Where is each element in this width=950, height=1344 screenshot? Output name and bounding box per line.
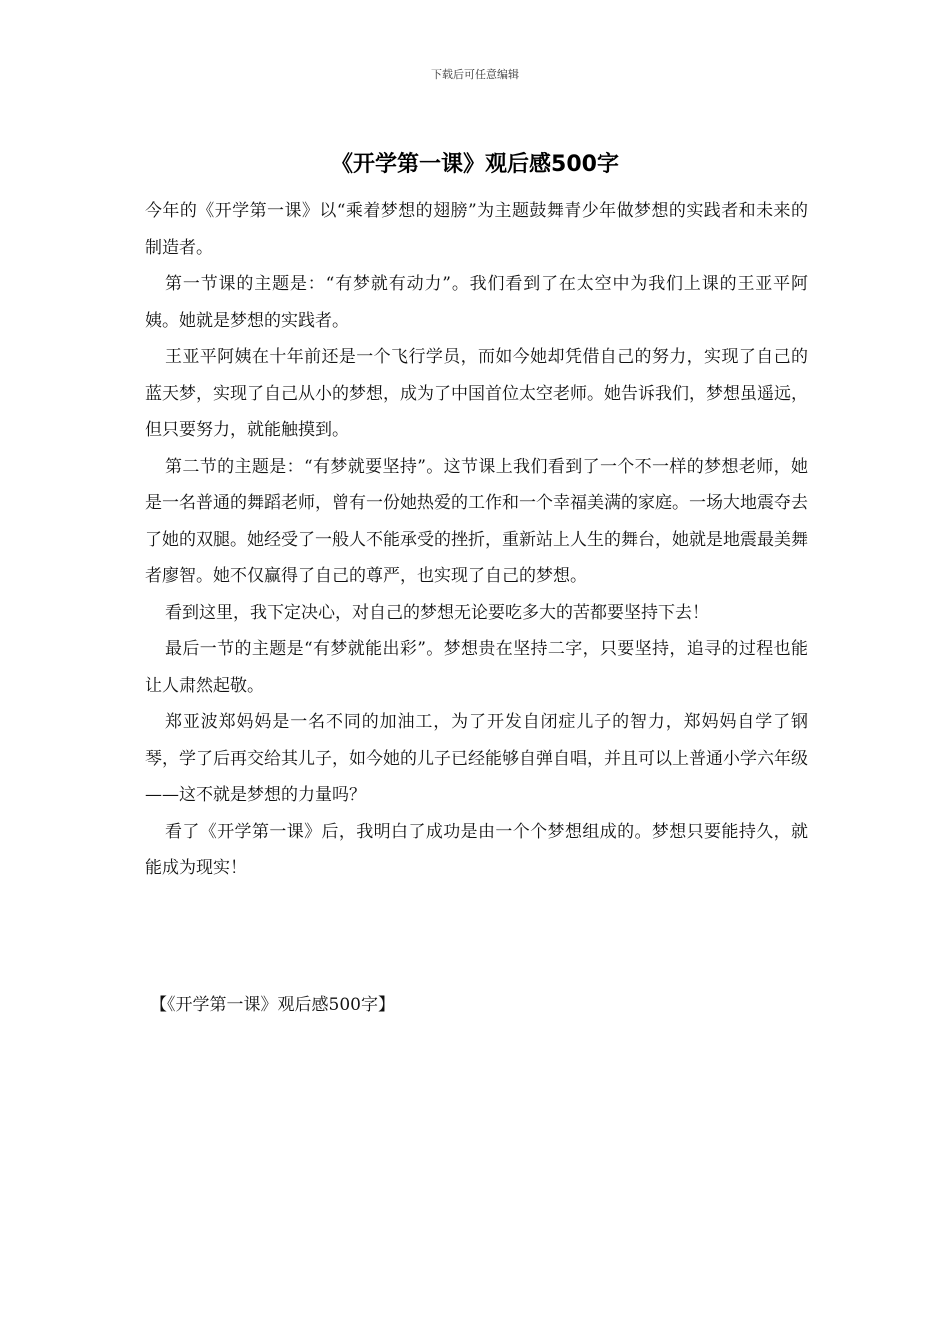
paragraph-lesson-three: 最后一节的主题是“有梦就能出彩”。梦想贵在坚持二字，只要坚持，追寻的过程也能让人肃然起敬。 <box>145 639 808 696</box>
paragraph-wang-yaping: 王亚平阿姨在十年前还是一个飞行学员，而如今她却凭借自己的努力，实现了自己的蓝天梦，实现了自己从小的梦想，成为了中国首位太空老师。她告诉我们，梦想虽遥远，但只要努力，就能触摸到。 <box>145 347 808 440</box>
footer-reference: 【《开学第一课》观后感500字】 <box>150 995 395 1015</box>
paragraph-conclusion: 看了《开学第一课》后，我明白了成功是由一个个梦想组成的。梦想只要能持久，就能成为现实！ <box>145 821 808 878</box>
paragraph-resolve: 看到这里，我下定决心，对自己的梦想无论要吃多大的苦都要坚持下去！ <box>165 602 709 623</box>
paragraph-intro: 今年的《开学第一课》以“乘着梦想的翅膀”为主题鼓舞青少年做梦想的实践者和未来的制造者。 <box>145 201 808 258</box>
document-body <box>145 193 808 887</box>
paragraph-lesson-one: 第一节课的主题是：“有梦就有动力”。我们看到了在太空中为我们上课的王亚平阿姨。她就是梦想的实践者。 <box>145 274 808 331</box>
paragraph-lesson-two: 第二节的主题是：“有梦就要坚持”。这节课上我们看到了一个不一样的梦想老师，她是一名普通的舞蹈老师，曾有一份她热爱的工作和一个幸福美满的家庭。一场大地震夺去了她的双腿。她经受了一般人不能承受的挫折，重新站上人生的舞台，她就是地震最美舞者廖智。她不仅赢得了自己的尊严，也实现了自己的梦想。 <box>145 456 808 586</box>
paragraph-zheng-mother: 郑亚波郑妈妈是一名不同的加油工，为了开发自闭症儿子的智力，郑妈妈自学了钢琴，学了后再交给其儿子，如今她的儿子已经能够自弹自唱，并且可以上普通小学六年级——这不就是梦想的力量吗？ <box>145 712 808 805</box>
document-title: 《开学第一课》观后感500字 <box>331 152 619 177</box>
header-note: 下载后可任意编辑 <box>431 68 519 81</box>
